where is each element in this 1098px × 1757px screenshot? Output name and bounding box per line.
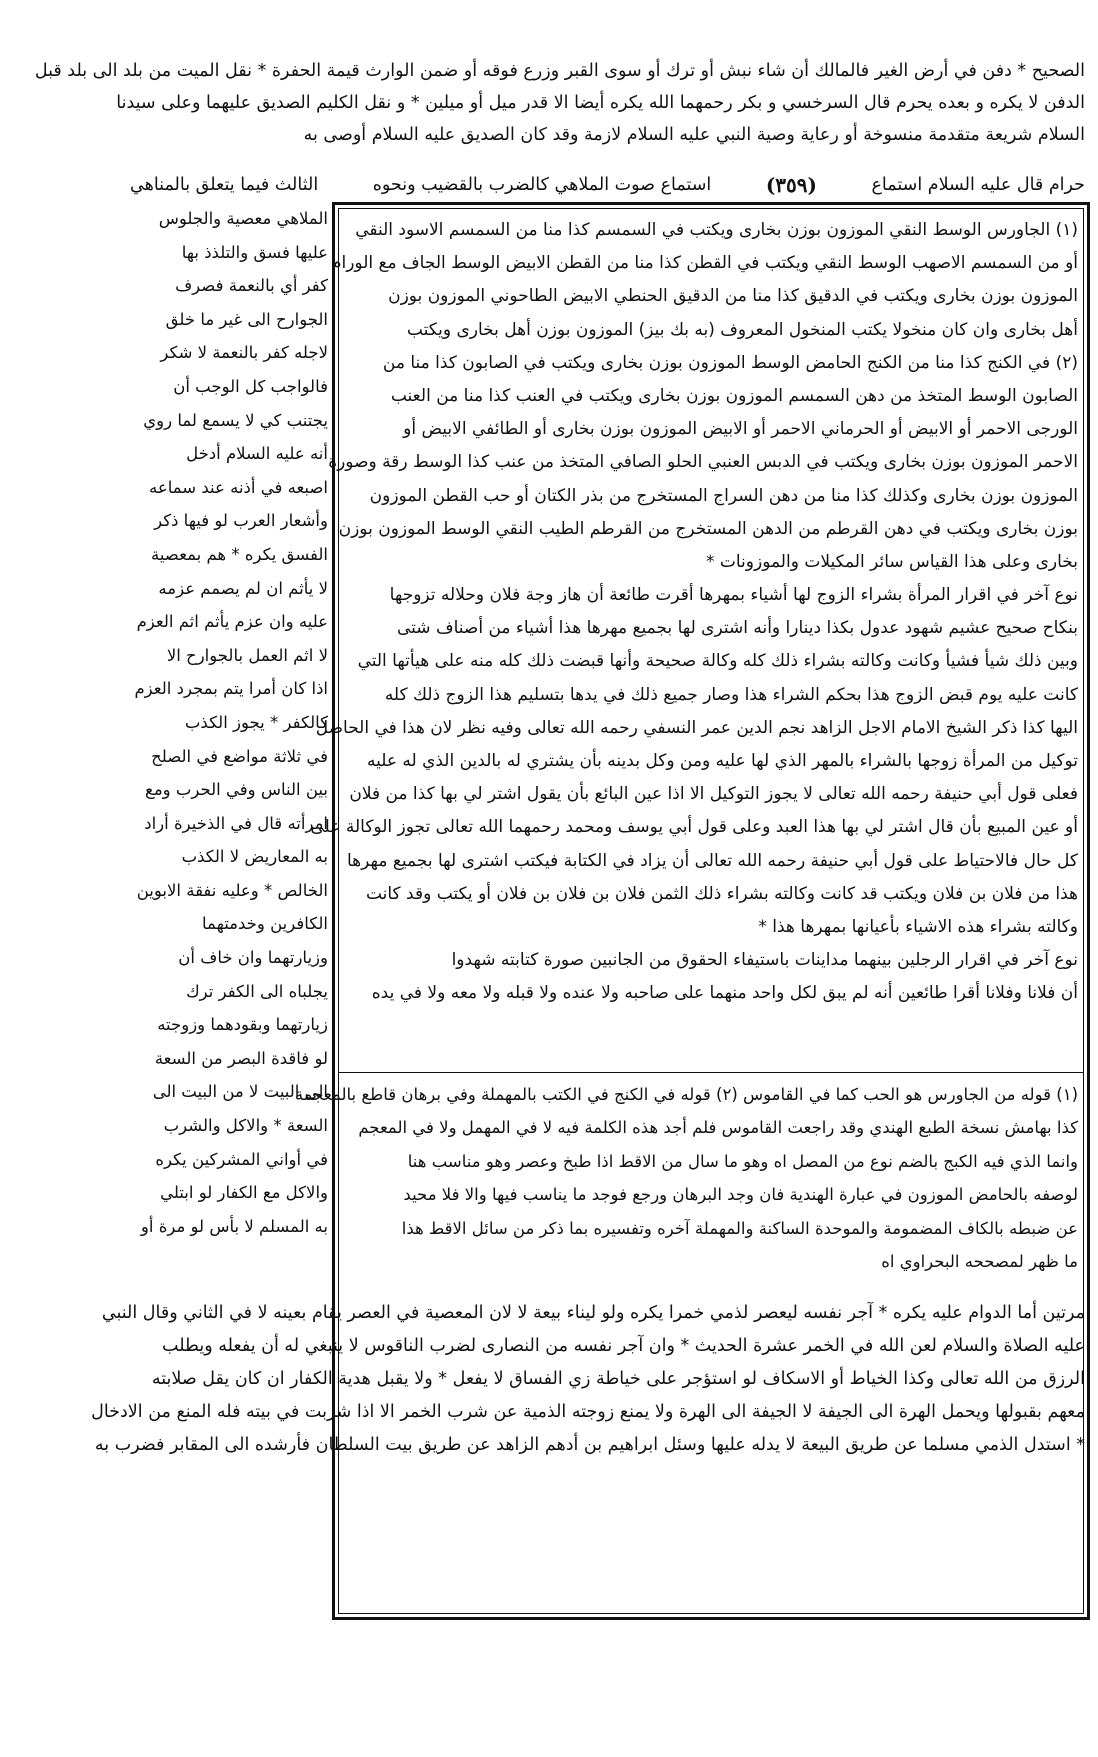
- main-line: أو عين المبيع بأن قال اشتر لي بها هذا العبد وعلى قول أبي يوسف ومحمد رحمهما الله تعالى تجوز الوكالة على: [310, 817, 1078, 838]
- footnote-line: عن ضبطه بالكاف المضمومة والموحدة الساكنة والمهملة آخره وتفسيره بما ذكر من سائل الاقط هذا: [401, 1218, 1078, 1238]
- main-line: نوع آخر في اقرار المرأة بشراء الزوج لها أشياء بمهرها أقرت طائعة أن هاز وجة فلان وحلاله تزوجها: [389, 585, 1078, 606]
- page-number: (٣٥٩): [765, 173, 817, 197]
- sidebar-line: بين الناس وفي الحرب ومع: [145, 780, 328, 800]
- sidebar-line: اذا كان أمرا يتم بمجرد العزم: [134, 679, 328, 699]
- bottom-line: معهم بقبولها ويحمل الهرة الى الجيفة لا الجيفة الى الهرة ولا يمنع زوجته الذمية عن شرب الخمر الا اذا شربت في بيته فله المنع من الادخال: [91, 1402, 1085, 1422]
- main-line: أن فلانا وفلانا أقرا طائعين أنه لم يبق لكل واحد منهما على صاحبه ولا عنده ولا قبله ولا معه ولا في يده: [371, 983, 1078, 1004]
- sidebar-line: يجلباه الى الكفر ترك: [186, 981, 328, 1001]
- main-line: (٢) في الكنج كذا منا من الكنج الحامض الوسط الموزون بوزن بخارى ويكتب في الصابون كذا منا من: [382, 352, 1078, 373]
- main-line: كانت عليه يوم قبض الزوج هذا بحكم الشراء هذا وصار جميع ذلك في يدها بتسليم هذا الزوج ذلك كله: [384, 684, 1078, 705]
- main-line: أو من السمسم الاصهب الوسط النقي ويكتب في القطن كذا منا من القطن الابيض الوسط الجاف مع الورام: [330, 253, 1078, 274]
- bottom-line: عليه الصلاة والسلام لعن الله في الخمر عشرة الحديث * وان آجر نفسه من النصارى لضرب الناقوس لا ينبغي له أن يفعله ويطلب: [162, 1336, 1085, 1356]
- page-header: [130, 168, 1085, 202]
- top-line: الصحيح * دفن في أرض الغير فالمالك أن شاء نبش أو ترك أو سوى القبر وزرع فوقه أو ضمن الوارث قيمة الحفرة * نقل الميت من بلد الى بلد قبل: [34, 61, 1085, 81]
- footnote-divider: [338, 1072, 1084, 1073]
- sidebar-line: يجتنب كي لا يسمع لما روي: [143, 410, 328, 430]
- footnote-line: وانما الذي فيه الكبج بالضم نوع من المصل اه وهو ما سال من الاقط اذا طبخ وعصر وهو مناسب هنا: [407, 1151, 1078, 1171]
- sidebar-line: لا اثم العمل بالجوارح الا: [166, 645, 328, 665]
- footnote-line: لوصفه بالحامض الموزون في عبارة الهندية فان وجد البرهان ورجع فوجد ما يناسب فيها والا فلا محيد: [403, 1185, 1078, 1205]
- main-line: الورجى الاحمر أو الابيض أو الحرماني الاحمر أو الابيض الموزون بوزن بخارى أو الطائفي الابيض أو: [403, 419, 1078, 440]
- sidebar-line: الملاهي معصية والجلوس: [158, 209, 328, 228]
- sidebar-line: أنه عليه السلام أدخل: [186, 444, 328, 464]
- sidebar-line: في أواني المشركين يكره: [155, 1149, 328, 1169]
- sidebar-line: عليها فسق والتلذذ بها: [181, 242, 328, 262]
- main-line: (١) الجاورس الوسط النقي الموزون بوزن بخارى ويكتب في السمسم كذا منا من السمسم الاسود النقي: [355, 220, 1078, 240]
- sidebar-start: حرام قال عليه السلام استماع: [871, 175, 1085, 195]
- top-text-block: [34, 58, 1085, 154]
- main-line: الموزون بوزن بخارى ويكتب في الدقيق كذا منا من الدقيق الحنطي الابيض الطاحوني الموزون بوزن: [388, 286, 1078, 307]
- section-title: الثالث فيما يتعلق بالمناهي: [130, 175, 319, 195]
- sidebar-line: الجوارح الى غير ما خلق: [165, 309, 328, 329]
- sidebar-line: زيارتهما وبقودهما وزوجته: [157, 1015, 328, 1035]
- main-line: وبين ذلك شيأ فشيأ وكانت وكالته بشراء ذلك كله وكالة صحيحة وأنها قبضت ذلك كله منه على هيأتها التي: [357, 651, 1078, 672]
- footnote-line: ما ظهر لمصححه البحراوي اه: [881, 1251, 1078, 1271]
- main-line: فعلى قول أبي حنيفة رحمه الله تعالى لا يجوز التوكيل الا اذا عين البائع بأن يقول اشتر لي بها كذا من فلان: [349, 784, 1078, 805]
- sidebar-line: وزيارتهما وان خاف أن: [178, 948, 328, 968]
- main-line: الصابون الوسط المتخذ من دهن السمسم الموزون بوزن بخارى ويكتب في العنب كذا منا من العنب: [390, 385, 1078, 406]
- main-line: أهل بخارى وان كان منخولا يكتب المنخول المعروف (به بك بيز) الموزون بوزن أهل بخارى ويكتب: [406, 319, 1078, 340]
- sidebar-line: به المعاريض لا الكذب: [181, 847, 328, 867]
- main-line: الاحمر الموزون بوزن بخارى ويكتب في الدبس العنبي الحلو الصافي المتخذ من عنب كذا الوسط رقة وصورة: [328, 452, 1078, 473]
- sidebar-line: لو فاقدة البصر من السعة: [154, 1048, 328, 1068]
- bottom-line: * استدل الذمي مسلما عن طريق البيعة لا يدله عليها وسئل ابراهيم بن أدهم الزاهد عن طريق بيت السلطان فأرشده الى المقابر فضرب به: [94, 1435, 1085, 1455]
- sidebar-line: السعة * والاكل والشرب: [163, 1116, 328, 1136]
- bottom-line: مرتين أما الدوام عليه يكره * آجر نفسه ليعصر لذمي خمرا يكره ولو ليناء بيعة لا لان المعصية في العصر يقام بعينه لا في الثاني وقال النبي: [101, 1303, 1085, 1323]
- sidebar-line: الكافرين وخدمتهما: [202, 914, 328, 934]
- main-line: توكيل من المرأة زوجها بالشراء بالمهر الذي لها عليه ومن وكل بدينه بأن يشتري له بالدين الذي له عليه: [366, 751, 1078, 771]
- sidebar-line: الفسق يكره * هم بمعصية: [150, 544, 328, 564]
- footnote-line: (١) قوله من الجاورس هو الحب كما في القاموس (٢) قوله في الكنج في الكتب بالمهملة وفي برهان قاطع بالمعجمة: [294, 1085, 1078, 1104]
- sidebar-line: عليه وان عزم يأثم اثم العزم: [136, 612, 328, 632]
- main-text-block: [310, 214, 1078, 1011]
- main-line: اليها كذا ذكر الشيخ الامام الاجل الزاهد نجم الدين عمر النسفي رحمه الله تعالى وفيه نظر لان هذا في الحاصل: [315, 717, 1078, 738]
- bottom-line: الرزق من الله تعالى وكذا الخياط أو الاسكاف لو استؤجر على خياطة زي الفساق لا يفعل * ولا يقبل هدية الكفار ان كان يقل صلابته: [151, 1369, 1085, 1389]
- sidebar-line: في ثلاثة مواضع في الصلح: [151, 746, 328, 766]
- sidebar-line: كفر أي بالنعمة فصرف: [175, 276, 328, 296]
- sidebar-line: امرأته قال في الذخيرة أراد: [144, 813, 328, 833]
- top-line: الدفن لا يكره و بعده يحرم قال السرخسي و بكر رحمهما الله يكره أيضا الا قدر ميل أو ميلين * و نقل الكليم الصديق عليهما وعلى سيدنا: [116, 93, 1085, 113]
- main-line: الموزون بوزن بخارى وكذلك كذا منا من دهن السراج المستخرج من بذر الكتان أو حب القطن الموزون: [369, 485, 1078, 506]
- main-line: بنكاح صحيح عشيم شهود عدول بكذا دينارا وأنه اشترى لها بجميع مهرها هذا أشياء من أصناف شتى: [397, 618, 1078, 639]
- sidebar-line: كالكفر * يجوز الكذب: [184, 712, 328, 732]
- sidebar-line: والاكل مع الكفار لو ابتلي: [160, 1183, 328, 1203]
- sidebar-line: الخالص * وعليه نفقة الابوين: [136, 880, 328, 900]
- top-line: السلام شريعة متقدمة منسوخة أو رعاية وصية النبي عليه السلام لازمة وقد كان الصديق عليه السلام أوصى به: [303, 125, 1085, 145]
- sidebar-line: لا يأثم ان لم يصمم عزمه: [158, 578, 328, 598]
- sidebar-line: فالواجب كل الوجب أن: [173, 376, 328, 396]
- header-subtitle: استماع صوت الملاهي كالضرب بالقضيب ونحوه: [372, 175, 712, 195]
- bottom-text-block: [91, 1300, 1085, 1465]
- sidebar-column: [128, 202, 328, 1757]
- main-line: نوع آخر في اقرار الرجلين بينهما مداينات باستيفاء الحقوق من الجانبين صورة كتابته شهدوا: [451, 950, 1078, 971]
- main-line: وكالته بشراء هذه الاشياء بأعيانها بمهرها هذا *: [758, 916, 1078, 937]
- sidebar-line: وأشعار العرب لو فيها ذكر: [154, 511, 328, 531]
- main-line: كل حال فالاحتياط على قول أبي حنيفة رحمه الله تعالى أن يزاد في الكتابة فيكتب اشترى لها بجميع مهرها: [347, 850, 1078, 871]
- sidebar-line: اصبعه في أذنه عند سماعه: [149, 477, 328, 497]
- sidebar-line: الى البيت لا من البيت الى: [152, 1082, 328, 1102]
- main-line: بوزن بخارى ويكتب في دهن القرطم من الدهن المستخرج من القرطم الطيب النقي الوسط الموزون بوزن: [338, 518, 1078, 539]
- main-line: هذا من فلان بن فلان ويكتب قد كانت وكالته بشراء ذلك الثمن فلان بن فلان بن فلان أو يكتب وقد كانت: [365, 883, 1078, 904]
- footnote-line: كذا بهامش نسخة الطبع الهندي وقد راجعت القاموس فلم أجد هذه الكلمة فيه لا في المهمل ولا في المعجم: [358, 1118, 1078, 1138]
- sidebar-line: به المسلم لا بأس لو مرة أو: [140, 1216, 328, 1236]
- footnotes-block: [294, 1078, 1078, 1278]
- sidebar-line: لاجله كفر بالنعمة لا شكر: [160, 343, 328, 363]
- main-line: بخارى وعلى هذا القياس سائر المكيلات والموزونات *: [705, 551, 1078, 572]
